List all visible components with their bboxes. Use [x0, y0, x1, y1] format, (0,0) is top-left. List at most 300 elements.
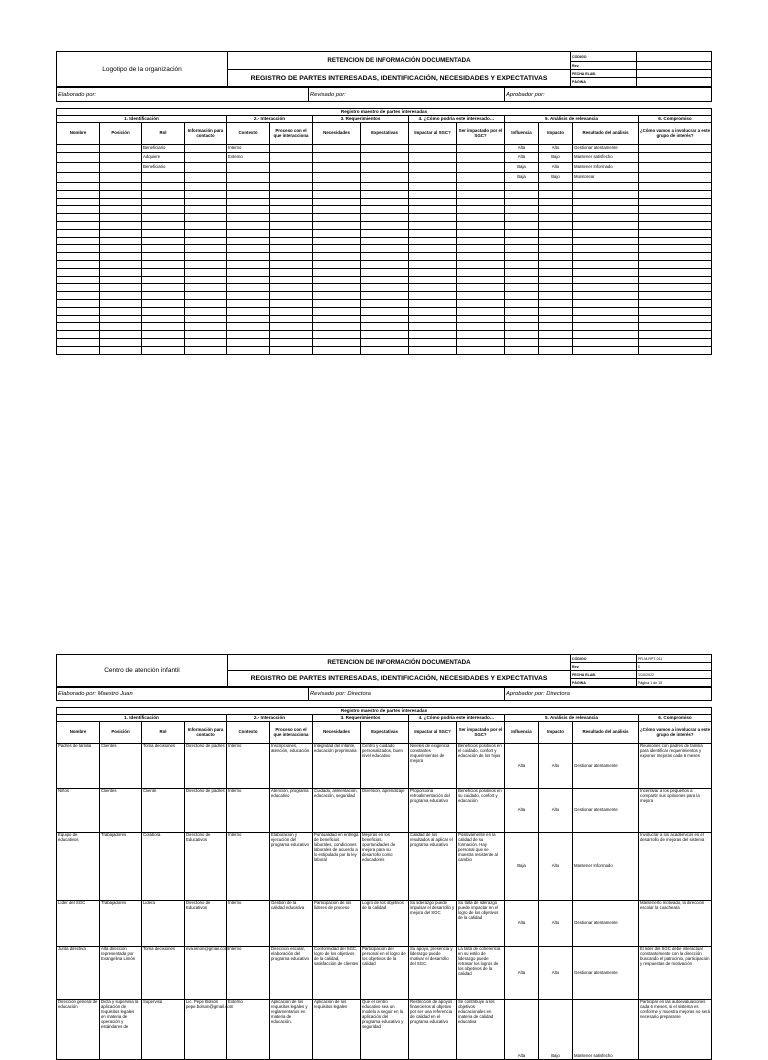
- cell-contacto: [185, 163, 227, 173]
- empty-cell: [505, 190, 539, 198]
- empty-row: [57, 315, 712, 323]
- empty-cell: [313, 214, 361, 222]
- empty-cell: [539, 338, 573, 346]
- empty-cell: [539, 198, 573, 206]
- filled-col-influencia: Influencia: [505, 722, 539, 744]
- empty-cell: [457, 198, 505, 206]
- empty-cell: [313, 284, 361, 292]
- empty-row: [57, 276, 712, 284]
- empty-cell: [185, 338, 227, 346]
- empty-cell: [539, 221, 573, 229]
- cell-nombre: [57, 173, 100, 183]
- empty-cell: [100, 346, 142, 354]
- cell-contacto: [185, 145, 227, 153]
- cell-nombre: Niños: [57, 789, 100, 833]
- empty-cell: [457, 338, 505, 346]
- empty-row: [57, 214, 712, 222]
- empty-cell: [57, 299, 100, 307]
- filled-rev-label: Rev.: [571, 663, 637, 671]
- table-row: [57, 145, 712, 153]
- empty-cell: [639, 268, 712, 276]
- empty-cell: [185, 323, 227, 331]
- cell-contexto: [227, 163, 270, 173]
- empty-cell: [270, 260, 313, 268]
- filled-codigo-value: PR-M-RPT-011: [637, 655, 712, 663]
- empty-cell: [409, 183, 457, 191]
- cell-proceso: [270, 145, 313, 153]
- cell-nombre: Junta directiva: [57, 947, 100, 1000]
- empty-cell: [270, 245, 313, 253]
- cell-expectativas: [361, 163, 409, 173]
- table-row: [57, 789, 712, 833]
- empty-cell: [100, 260, 142, 268]
- cell-expectativas: Centro y cuidado personalizados, buen nivel educativo: [361, 744, 409, 789]
- empty-cell: [227, 331, 270, 339]
- cell-compromiso: Incentivar a los pequeños a compartir sus opiniones para la mejora: [639, 789, 712, 833]
- empty-cell: [505, 221, 539, 229]
- filled-col-resultado: Resultado del análisis: [573, 722, 639, 744]
- filled-col-contexto: Contexto: [227, 722, 270, 744]
- empty-cell: [409, 214, 457, 222]
- filled-rev-value: 0: [637, 663, 712, 671]
- empty-cell: [457, 190, 505, 198]
- cell-resultado: Gestionar atentamente: [573, 145, 639, 153]
- cell-compromiso: Reuniones con padres de familia para identificar requerimientos y exponer mejoras cada 6 meses: [639, 744, 712, 789]
- empty-cell: [573, 276, 639, 284]
- empty-cell: [505, 276, 539, 284]
- col-contacto: Información para contacto: [185, 123, 227, 145]
- empty-row: [57, 190, 712, 198]
- empty-cell: [100, 183, 142, 191]
- empty-cell: [539, 253, 573, 261]
- cell-expectativas: Mejoras en los beneficios, oportunidades de mejora para su desarrollo como educadores: [361, 833, 409, 901]
- cell-contacto: eva.limon@gmail.com: [185, 947, 227, 1000]
- empty-cell: [409, 299, 457, 307]
- empty-cell: [227, 183, 270, 191]
- cell-impacto: Alto: [539, 833, 573, 901]
- filled-title-2: REGISTRO DE PARTES INTERESADAS, IDENTIFICACIÓN, NECESIDADES Y EXPECTATIVAS: [228, 671, 571, 687]
- empty-cell: [539, 284, 573, 292]
- empty-row: [57, 229, 712, 237]
- empty-cell: [361, 338, 409, 346]
- empty-cell: [457, 292, 505, 300]
- cell-posicion: Trabajadores: [100, 901, 142, 947]
- empty-cell: [185, 315, 227, 323]
- empty-cell: [505, 229, 539, 237]
- cell-contacto: Directorio de padres: [185, 789, 227, 833]
- empty-cell: [457, 260, 505, 268]
- cell-proceso: Aplicación de los requisitos legales y reglamentarios en materia de educación.: [270, 1000, 313, 1060]
- cell-impactar: Restricción de apoyos financieros al objetivo por ser una referencia de calidad en el programa educativo: [409, 1000, 457, 1060]
- cell-posicion: Alta dirección representada por Evangelina Limón: [100, 947, 142, 1000]
- cell-necesidades: Participación de los líderes de proceso: [313, 901, 361, 947]
- empty-cell: [457, 253, 505, 261]
- col-impacto: Impacto: [539, 123, 573, 145]
- empty-cell: [361, 183, 409, 191]
- empty-cell: [185, 190, 227, 198]
- empty-cell: [539, 276, 573, 284]
- empty-cell: [639, 229, 712, 237]
- empty-cell: [57, 206, 100, 214]
- cell-influencia: Alta: [505, 153, 539, 163]
- empty-row: [57, 183, 712, 191]
- group-requerimientos: 3. Requerimientos: [313, 116, 409, 123]
- cell-influencia: Alta: [505, 145, 539, 153]
- empty-row: [57, 198, 712, 206]
- empty-cell: [100, 284, 142, 292]
- cell-influencia: Alta: [505, 744, 539, 789]
- group-compromiso: 6. Compromiso: [639, 116, 712, 123]
- empty-cell: [639, 276, 712, 284]
- empty-cell: [270, 253, 313, 261]
- empty-cell: [185, 284, 227, 292]
- empty-cell: [457, 323, 505, 331]
- empty-cell: [227, 253, 270, 261]
- empty-cell: [573, 346, 639, 354]
- cell-contexto: Interno: [227, 744, 270, 789]
- filled-group-analisis: 5. Análisis de relevancia: [505, 715, 639, 722]
- empty-cell: [457, 299, 505, 307]
- cell-rol: Supervisa: [142, 1000, 185, 1060]
- empty-cell: [270, 190, 313, 198]
- empty-cell: [227, 299, 270, 307]
- filled-group-compromiso: 6. Compromiso: [639, 715, 712, 722]
- cell-ser-impactado: Beneficios positivos en el cuidado, confort y educación de los hijos: [457, 744, 505, 789]
- empty-cell: [100, 253, 142, 261]
- empty-cell: [270, 229, 313, 237]
- empty-cell: [639, 206, 712, 214]
- cell-impactar: Su liderazgo puede impulsar el desarrollo y mejora del SGC: [409, 901, 457, 947]
- cell-posicion: Clientes: [100, 789, 142, 833]
- cell-influencia: Alta: [505, 947, 539, 1000]
- empty-cell: [361, 299, 409, 307]
- empty-cell: [185, 198, 227, 206]
- cell-expectativas: Participación del personal en el logro de los objetivos de la calidad: [361, 947, 409, 1000]
- cell-necesidades: [313, 173, 361, 183]
- cell-ser-impactado: Positivamente en la calidad de su formación. Hay personal que se muestra resistente al cambio: [457, 833, 505, 901]
- cell-ser-impactado: [457, 145, 505, 153]
- empty-cell: [539, 214, 573, 222]
- empty-cell: [142, 245, 185, 253]
- cell-proceso: [270, 173, 313, 183]
- empty-row: [57, 284, 712, 292]
- empty-cell: [100, 276, 142, 284]
- empty-cell: [100, 221, 142, 229]
- empty-cell: [361, 284, 409, 292]
- empty-cell: [457, 284, 505, 292]
- empty-cell: [270, 276, 313, 284]
- cell-posicion: [100, 153, 142, 163]
- empty-cell: [142, 206, 185, 214]
- empty-cell: [361, 323, 409, 331]
- empty-cell: [361, 206, 409, 214]
- cell-necesidades: Integridad del infante, educación preprimaria: [313, 744, 361, 789]
- cell-posicion: Clientes: [100, 744, 142, 789]
- filled-group-como-podria: 4. ¿Cómo podría este interesado…: [409, 715, 505, 722]
- empty-cell: [539, 206, 573, 214]
- template-codigo-label: CÓDIGO: [571, 52, 637, 62]
- cell-influencia: Baja: [505, 833, 539, 901]
- filled-col-impacto: Impacto: [539, 722, 573, 744]
- empty-cell: [227, 346, 270, 354]
- group-como-podria: 4. ¿Cómo podría este interesado…: [409, 116, 505, 123]
- empty-cell: [361, 237, 409, 245]
- empty-cell: [227, 206, 270, 214]
- filled-fecha-value: 1/10/2022: [637, 671, 712, 679]
- empty-cell: [539, 190, 573, 198]
- empty-cell: [185, 221, 227, 229]
- group-analisis: 5. Análisis de relevancia: [505, 116, 639, 123]
- empty-cell: [313, 229, 361, 237]
- empty-cell: [313, 299, 361, 307]
- empty-cell: [227, 292, 270, 300]
- empty-cell: [639, 237, 712, 245]
- cell-impactar: [409, 163, 457, 173]
- empty-cell: [639, 323, 712, 331]
- empty-cell: [505, 284, 539, 292]
- empty-cell: [313, 253, 361, 261]
- empty-cell: [505, 245, 539, 253]
- cell-necesidades: Puntualidad en entrega de beneficios laborales, condiciones laborales de acuerdo a lo estipulado por la ley laboral: [313, 833, 361, 901]
- empty-cell: [270, 221, 313, 229]
- filled-col-impactar: Impactar al SGC?: [409, 722, 457, 744]
- template-rows: [57, 145, 712, 355]
- cell-impactar: [409, 145, 457, 153]
- col-ser-impactado: Ser impactado por el SGC?: [457, 123, 505, 145]
- empty-cell: [100, 307, 142, 315]
- empty-cell: [409, 229, 457, 237]
- empty-cell: [142, 323, 185, 331]
- empty-cell: [505, 292, 539, 300]
- empty-cell: [361, 346, 409, 354]
- filled-group-interaccion: 2.- Interacción: [227, 715, 313, 722]
- cell-ser-impactado: Se contribuye a los objetivos educacionales en materia de calidad educativa: [457, 1000, 505, 1060]
- empty-cell: [142, 268, 185, 276]
- empty-row: [57, 323, 712, 331]
- cell-impacto: Bajo: [539, 1000, 573, 1060]
- empty-cell: [505, 315, 539, 323]
- table-row: [57, 153, 712, 163]
- empty-cell: [639, 260, 712, 268]
- col-rol: Rol: [142, 123, 185, 145]
- cell-nombre: Padres de familia: [57, 744, 100, 789]
- filled-group-requerimientos: 3. Requerimientos: [313, 715, 409, 722]
- empty-cell: [100, 299, 142, 307]
- cell-nombre: [57, 145, 100, 153]
- empty-row: [57, 206, 712, 214]
- cell-ser-impactado: Beneficios positivos en su cuidado, confort y educación: [457, 789, 505, 833]
- empty-cell: [100, 338, 142, 346]
- empty-cell: [573, 245, 639, 253]
- filled-col-compromiso: ¿Cómo vamos a involucrar a este grupo de interés?: [639, 722, 712, 744]
- table-row: [57, 173, 712, 183]
- table-row: [57, 1000, 712, 1060]
- empty-cell: [57, 307, 100, 315]
- filled-col-nombre: Nombre: [57, 722, 100, 744]
- cell-necesidades: [313, 145, 361, 153]
- empty-cell: [227, 338, 270, 346]
- empty-row: [57, 338, 712, 346]
- cell-impacto: Alto: [539, 947, 573, 1000]
- cell-ser-impactado: [457, 163, 505, 173]
- template-pagina-label: PÁGINA: [571, 78, 637, 87]
- empty-cell: [313, 245, 361, 253]
- cell-proceso: Atención, programa educativo: [270, 789, 313, 833]
- empty-cell: [270, 346, 313, 354]
- empty-cell: [57, 315, 100, 323]
- empty-cell: [505, 253, 539, 261]
- filled-header-table: [56, 654, 712, 687]
- empty-cell: [313, 190, 361, 198]
- empty-cell: [409, 346, 457, 354]
- empty-cell: [573, 221, 639, 229]
- cell-compromiso: Mantenerlo motivado, la dirección escolar la coachearа: [639, 901, 712, 947]
- empty-cell: [313, 307, 361, 315]
- empty-cell: [227, 260, 270, 268]
- empty-cell: [57, 183, 100, 191]
- empty-cell: [142, 221, 185, 229]
- filled-elaborado: Elaborado por: Maestro Juan: [57, 688, 309, 701]
- cell-expectativas: Logro de los objetivos de la calidad: [361, 901, 409, 947]
- empty-cell: [270, 183, 313, 191]
- empty-cell: [142, 346, 185, 354]
- empty-cell: [227, 198, 270, 206]
- empty-cell: [142, 338, 185, 346]
- empty-cell: [361, 253, 409, 261]
- empty-cell: [539, 323, 573, 331]
- cell-influencia: Alta: [505, 789, 539, 833]
- template-header-table: [56, 51, 712, 87]
- empty-cell: [457, 229, 505, 237]
- empty-cell: [313, 323, 361, 331]
- cell-posicion: [100, 173, 142, 183]
- cell-impacto: Bajo: [539, 173, 573, 183]
- empty-cell: [505, 183, 539, 191]
- template-elaborado: Elaborado por:: [57, 88, 309, 102]
- filled-col-necesidades: Necesidades: [313, 722, 361, 744]
- empty-cell: [573, 260, 639, 268]
- cell-contacto: Directorio de padres: [185, 744, 227, 789]
- empty-cell: [409, 323, 457, 331]
- empty-cell: [573, 198, 639, 206]
- empty-cell: [270, 292, 313, 300]
- empty-cell: [100, 206, 142, 214]
- cell-proceso: Gestión de la calidad educativa: [270, 901, 313, 947]
- empty-cell: [361, 276, 409, 284]
- empty-row: [57, 221, 712, 229]
- filled-title-1: RETENCION DE INFORMACIÓN DOCUMENTADA: [228, 655, 571, 671]
- empty-cell: [270, 315, 313, 323]
- empty-cell: [409, 260, 457, 268]
- empty-cell: [100, 245, 142, 253]
- empty-cell: [639, 198, 712, 206]
- empty-cell: [409, 276, 457, 284]
- cell-contexto: [227, 173, 270, 183]
- empty-cell: [539, 331, 573, 339]
- cell-compromiso: Involucrar a los académicos en el desarrollo de mejoras del sistema: [639, 833, 712, 901]
- empty-cell: [227, 276, 270, 284]
- empty-cell: [142, 183, 185, 191]
- empty-row: [57, 346, 712, 354]
- cell-expectativas: [361, 173, 409, 183]
- empty-cell: [100, 190, 142, 198]
- empty-cell: [227, 284, 270, 292]
- empty-cell: [457, 307, 505, 315]
- cell-nombre: Líder del SGC: [57, 901, 100, 947]
- template-rev-label: Rev.: [571, 62, 637, 70]
- table-row: [57, 833, 712, 901]
- empty-cell: [185, 346, 227, 354]
- empty-cell: [185, 206, 227, 214]
- cell-expectativas: [361, 145, 409, 153]
- cell-necesidades: [313, 163, 361, 173]
- filled-aprobado: Aprobador por: Directora: [505, 688, 712, 701]
- empty-cell: [409, 284, 457, 292]
- cell-contexto: Interno: [227, 947, 270, 1000]
- cell-contacto: Lic. Pepe Bolsón pepe.bolson@gmail.com: [185, 1000, 227, 1060]
- empty-cell: [270, 299, 313, 307]
- cell-proceso: Inscripciones, atención, educación.: [270, 744, 313, 789]
- empty-cell: [539, 299, 573, 307]
- empty-cell: [573, 206, 639, 214]
- empty-cell: [361, 292, 409, 300]
- cell-proceso: Elaboración y ejecución del programa educativo: [270, 833, 313, 901]
- empty-cell: [142, 284, 185, 292]
- cell-influencia: Alta: [505, 1000, 539, 1060]
- empty-cell: [313, 260, 361, 268]
- empty-cell: [100, 315, 142, 323]
- empty-cell: [457, 245, 505, 253]
- empty-cell: [270, 284, 313, 292]
- cell-posicion: Dicta y supervisa la aplicación de requisitos legales en materia de operación y estándares de: [100, 1000, 142, 1060]
- template-title-2: REGISTRO DE PARTES INTERESADAS, IDENTIFICACIÓN, NECESIDADES Y EXPECTATIVAS: [228, 70, 571, 87]
- empty-cell: [573, 331, 639, 339]
- empty-row: [57, 260, 712, 268]
- cell-impacto: Alto: [539, 901, 573, 947]
- filled-codigo-label: CÓDIGO: [571, 655, 637, 663]
- empty-cell: [505, 299, 539, 307]
- cell-proceso: [270, 153, 313, 163]
- empty-cell: [270, 198, 313, 206]
- cell-rol: Beneficiario: [142, 145, 185, 153]
- empty-cell: [457, 237, 505, 245]
- empty-cell: [505, 268, 539, 276]
- empty-cell: [505, 214, 539, 222]
- empty-cell: [409, 245, 457, 253]
- template-registro-title: Registro maestro de partes interesadas: [57, 109, 712, 116]
- col-expectativas: Expectativas: [361, 123, 409, 145]
- empty-cell: [185, 183, 227, 191]
- empty-row: [57, 299, 712, 307]
- col-compromiso: ¿Cómo vamos a involucrar a este grupo de interés?: [639, 123, 712, 145]
- empty-cell: [57, 237, 100, 245]
- empty-cell: [100, 229, 142, 237]
- empty-cell: [361, 331, 409, 339]
- empty-cell: [457, 268, 505, 276]
- empty-cell: [185, 214, 227, 222]
- template-sheet: [56, 51, 711, 355]
- cell-impactar: Niveles de exigencia constantes requerimientos de mejora: [409, 744, 457, 789]
- empty-cell: [227, 190, 270, 198]
- empty-cell: [142, 315, 185, 323]
- cell-influencia: Baja: [505, 163, 539, 173]
- empty-cell: [270, 268, 313, 276]
- cell-rol: Toma decisiones: [142, 744, 185, 789]
- empty-cell: [539, 292, 573, 300]
- filled-pagina-label: PÁGINA: [571, 679, 637, 687]
- empty-cell: [457, 315, 505, 323]
- empty-cell: [313, 221, 361, 229]
